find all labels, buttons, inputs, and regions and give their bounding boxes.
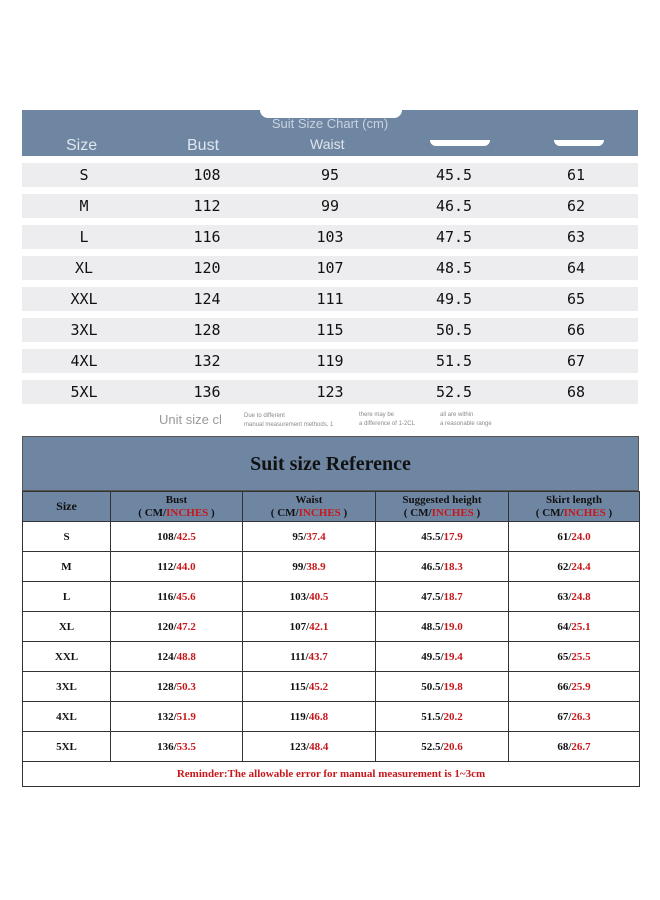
unit-label	[376, 507, 508, 520]
measurement-cell	[243, 642, 376, 672]
unit-inches: INCHES	[166, 506, 209, 519]
top-chart-cell: XXL	[70, 290, 98, 308]
value-cm: 61/	[557, 530, 572, 543]
value-inches: 42.1	[309, 620, 329, 633]
measurement-cell	[509, 582, 640, 612]
top-chart-cell: 99	[320, 197, 340, 215]
top-header-bust: Bust	[187, 137, 220, 154]
top-chart-cell: 120	[193, 259, 221, 277]
footnote-note: there may be	[359, 412, 395, 418]
table-row	[23, 702, 640, 732]
value-cm: 111/	[290, 650, 309, 663]
top-chart-cell: 65	[566, 290, 586, 308]
measurement-cell	[243, 582, 376, 612]
reference-header-row	[23, 492, 640, 522]
value-inches: 37.4	[306, 530, 326, 543]
top-chart-cell: 45.5	[435, 166, 473, 184]
top-chart-footnote	[22, 408, 638, 436]
value-cm: 132/	[157, 710, 177, 723]
top-chart-row	[22, 163, 638, 187]
top-chart-cell: S	[79, 166, 89, 184]
top-chart-cell: 50.5	[435, 321, 473, 339]
value-cm: 108/	[157, 530, 177, 543]
value-inches: 48.8	[176, 650, 196, 663]
table-row	[23, 612, 640, 642]
top-chart-cell: 46.5	[435, 197, 473, 215]
unit-inches: INCHES	[298, 506, 341, 519]
unit-prefix: ( CM/	[535, 506, 564, 519]
top-chart-header	[22, 110, 638, 156]
value-inches: 45.6	[176, 590, 196, 603]
top-chart-cell: 63	[566, 228, 586, 246]
measurement-cell	[243, 552, 376, 582]
table-row	[23, 672, 640, 702]
size-reference-table	[22, 436, 639, 787]
value-inches: 20.6	[443, 740, 463, 753]
size-cell: XL	[23, 612, 111, 642]
value-cm: 115/	[289, 680, 309, 693]
value-inches: 42.5	[176, 530, 196, 543]
measurement-cell	[243, 612, 376, 642]
value-inches: 43.7	[308, 650, 328, 663]
column-header-label: Bust	[165, 493, 188, 506]
measurement-cell	[376, 702, 509, 732]
value-cm: 123/	[289, 740, 310, 753]
top-chart-row	[22, 194, 638, 218]
value-cm: 99/	[292, 560, 307, 573]
top-chart-cell: 108	[193, 166, 221, 184]
measurement-cell	[509, 642, 640, 672]
value-cm: 45.5/	[421, 530, 444, 543]
measurement-cell	[111, 612, 243, 642]
column-header-skirt	[509, 492, 640, 522]
value-inches: 26.7	[571, 740, 591, 753]
column-header-label: Skirt length	[546, 493, 602, 506]
reminder-row	[23, 762, 640, 787]
value-cm: 46.5/	[421, 560, 444, 573]
column-header-label: Waist	[295, 493, 323, 506]
value-inches: 18.7	[443, 590, 463, 603]
value-cm: 52.5/	[421, 740, 444, 753]
column-header-height	[376, 492, 509, 522]
value-cm: 65/	[557, 650, 572, 663]
top-chart-cell: M	[79, 197, 89, 215]
unit-suffix: )	[605, 506, 613, 519]
value-cm: 107/	[289, 620, 310, 633]
table-row	[23, 552, 640, 582]
footnote-note: all are within	[440, 412, 474, 418]
footnote-note: a difference of 1-2CL	[359, 421, 415, 427]
measurement-cell	[509, 732, 640, 762]
top-chart-cell: 47.5	[435, 228, 473, 246]
measurement-cell	[243, 672, 376, 702]
unit-prefix: ( CM/	[270, 506, 299, 519]
measurement-cell	[376, 612, 509, 642]
value-cm: 119/	[289, 710, 309, 723]
measurement-cell	[509, 522, 640, 552]
top-chart-cell: 116	[193, 228, 221, 246]
value-inches: 26.3	[571, 710, 591, 723]
top-chart-cell: 132	[193, 352, 221, 370]
value-inches: 40.5	[309, 590, 329, 603]
measurement-cell	[376, 552, 509, 582]
header-tab-notch	[554, 140, 604, 146]
top-chart-cell: 68	[566, 383, 586, 401]
top-chart-cell: 51.5	[435, 352, 473, 370]
value-cm: 63/	[557, 590, 572, 603]
unit-inches: INCHES	[563, 506, 606, 519]
size-cell: 5XL	[23, 732, 111, 762]
measurement-cell	[509, 612, 640, 642]
column-header-waist	[243, 492, 376, 522]
value-inches: 53.5	[176, 740, 196, 753]
measurement-cell	[243, 732, 376, 762]
top-chart-cell: 128	[193, 321, 221, 339]
measurement-cell	[509, 672, 640, 702]
value-cm: 47.5/	[421, 590, 444, 603]
table-row	[23, 522, 640, 552]
top-chart-title: Suit Size Chart (cm)	[271, 116, 389, 131]
table-row	[23, 642, 640, 672]
measurement-cell	[376, 732, 509, 762]
top-chart-cell: 115	[316, 321, 344, 339]
unit-label	[509, 507, 639, 520]
top-chart-cell: 112	[193, 197, 221, 215]
value-inches: 44.0	[176, 560, 196, 573]
unit-inches: INCHES	[431, 506, 474, 519]
value-cm: 62/	[557, 560, 572, 573]
measurement-cell	[376, 522, 509, 552]
value-cm: 95/	[292, 530, 307, 543]
top-chart-cell: 123	[316, 383, 344, 401]
top-chart-row	[22, 287, 638, 311]
value-cm: 51.5/	[421, 710, 444, 723]
top-chart-row	[22, 380, 638, 404]
value-inches: 25.5	[571, 650, 591, 663]
footnote-unit: Unit size cl	[159, 412, 222, 427]
value-inches: 25.1	[571, 620, 591, 633]
unit-suffix: )	[208, 506, 215, 519]
value-inches: 45.2	[308, 680, 329, 693]
top-chart-row	[22, 225, 638, 249]
footnote-note: manual measurement methods, 1	[244, 422, 334, 428]
measurement-cell	[243, 702, 376, 732]
measurement-cell	[376, 582, 509, 612]
table-row	[23, 732, 640, 762]
value-cm: 112/	[157, 560, 177, 573]
measurement-cell	[111, 732, 243, 762]
size-cell: XXL	[23, 642, 111, 672]
value-cm: 67/	[557, 710, 572, 723]
measurement-cell	[376, 672, 509, 702]
value-cm: 64/	[557, 620, 572, 633]
unit-prefix: ( CM/	[403, 506, 432, 519]
top-chart-cell: 62	[566, 197, 586, 215]
measurement-cell	[243, 522, 376, 552]
unit-prefix: ( CM/	[138, 506, 167, 519]
value-inches: 17.9	[443, 530, 463, 543]
top-chart-row	[22, 256, 638, 280]
size-cell: L	[23, 582, 111, 612]
reference-body	[23, 522, 640, 762]
value-inches: 51.9	[176, 710, 196, 723]
value-cm: 124/	[157, 650, 177, 663]
top-chart-cell: L	[79, 228, 89, 246]
value-inches: 50.3	[176, 680, 196, 693]
table-row	[23, 582, 640, 612]
measurement-cell	[111, 702, 243, 732]
top-chart-cell: 3XL	[70, 321, 98, 339]
footnote-note: Due to different	[244, 413, 285, 419]
value-inches: 25.9	[571, 680, 591, 693]
value-cm: 116/	[157, 590, 177, 603]
top-chart-cell: 5XL	[70, 383, 98, 401]
value-cm: 48.5/	[421, 620, 444, 633]
top-chart-cell: 111	[316, 290, 344, 308]
top-chart-cell: 52.5	[435, 383, 473, 401]
value-inches: 46.8	[308, 710, 329, 723]
column-header-label: Suggested height	[402, 493, 482, 506]
header-tab-notch	[430, 140, 490, 146]
top-chart-rows	[22, 163, 638, 404]
measurement-cell	[111, 642, 243, 672]
reference-grid	[22, 491, 640, 787]
top-chart-cell: 4XL	[70, 352, 98, 370]
footnote-note: a reasonable range	[440, 421, 492, 427]
value-inches: 19.8	[443, 680, 463, 693]
top-chart-cell: 66	[566, 321, 586, 339]
measurement-cell	[376, 642, 509, 672]
top-chart-cell: 95	[320, 166, 340, 184]
value-inches: 19.4	[443, 650, 463, 663]
value-cm: 50.5/	[421, 680, 444, 693]
unit-label	[111, 507, 242, 520]
value-inches: 20.2	[443, 710, 463, 723]
value-cm: 49.5/	[421, 650, 444, 663]
measurement-cell	[111, 522, 243, 552]
size-cell: 4XL	[23, 702, 111, 732]
top-chart-cell: 124	[193, 290, 221, 308]
measurement-cell	[111, 672, 243, 702]
value-inches: 19.0	[443, 620, 463, 633]
value-cm: 120/	[157, 620, 177, 633]
top-chart-cell: 64	[566, 259, 586, 277]
top-header-size: Size	[66, 137, 98, 154]
value-cm: 136/	[157, 740, 177, 753]
value-inches: 38.9	[306, 560, 326, 573]
size-cell: S	[23, 522, 111, 552]
top-header-waist: Waist	[310, 136, 345, 152]
top-chart-row	[22, 318, 638, 342]
measurement-cell	[111, 552, 243, 582]
value-inches: 24.4	[571, 560, 591, 573]
top-chart-cell: 107	[316, 259, 344, 277]
unit-suffix: )	[340, 506, 348, 519]
value-cm: 68/	[557, 740, 572, 753]
top-chart-cell: 48.5	[435, 259, 473, 277]
unit-suffix: )	[473, 506, 481, 519]
measurement-cell	[509, 702, 640, 732]
value-inches: 24.0	[571, 530, 591, 543]
top-chart-cell: 61	[566, 166, 586, 184]
value-inches: 24.8	[571, 590, 591, 603]
value-cm: 128/	[157, 680, 177, 693]
value-inches: 47.2	[176, 620, 196, 633]
top-chart-cell: 67	[566, 352, 586, 370]
measurement-cell	[509, 552, 640, 582]
column-header-size: Size	[23, 492, 111, 522]
column-header-bust	[111, 492, 243, 522]
top-chart-cell: 49.5	[435, 290, 473, 308]
measurement-cell	[111, 582, 243, 612]
size-cell: M	[23, 552, 111, 582]
top-chart-cell: 136	[193, 383, 221, 401]
top-size-chart	[22, 110, 638, 436]
value-cm: 103/	[289, 590, 310, 603]
top-chart-row	[22, 349, 638, 373]
top-chart-cell: 103	[316, 228, 344, 246]
value-cm: 66/	[557, 680, 572, 693]
size-cell: 3XL	[23, 672, 111, 702]
reference-title: Suit size Reference	[22, 436, 639, 491]
reminder-text: Reminder:The allowable error for manual measurement is 1~3cm	[23, 762, 640, 787]
top-chart-cell: 119	[316, 352, 344, 370]
top-chart-cell: XL	[74, 259, 94, 277]
value-inches: 48.4	[309, 740, 329, 753]
unit-label	[243, 507, 375, 520]
value-inches: 18.3	[443, 560, 463, 573]
